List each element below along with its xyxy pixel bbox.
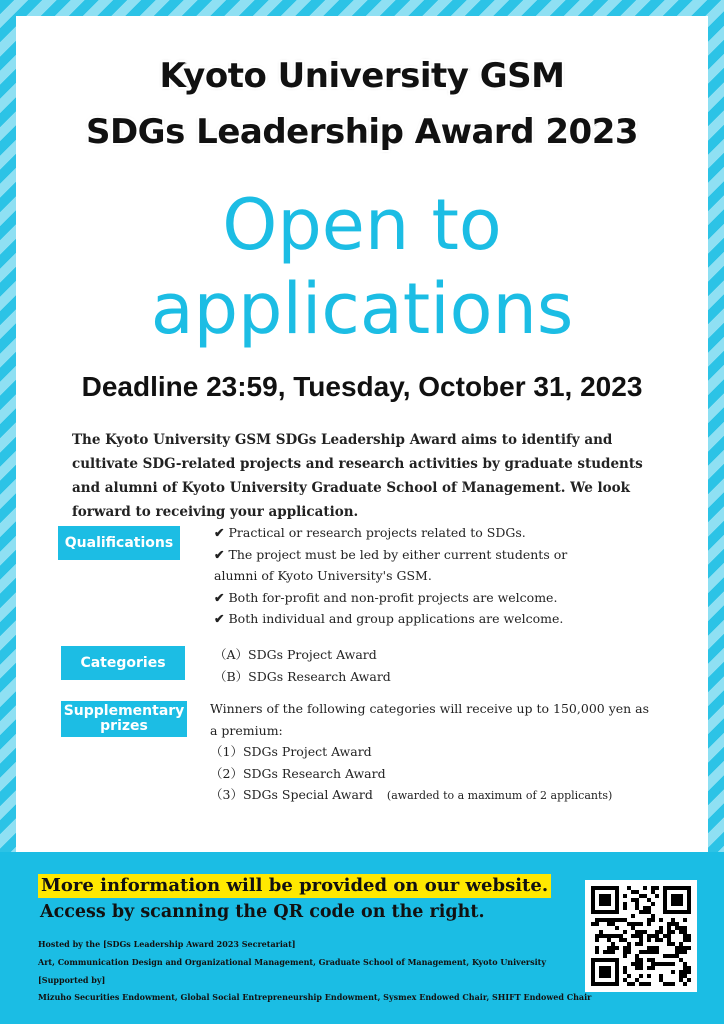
qr-code-icon[interactable] xyxy=(585,880,697,992)
access-instruction: Access by scanning the QR code on the right. xyxy=(40,902,485,922)
qualifications-list xyxy=(214,522,604,630)
deadline: Deadline 23:59, Tuesday, October 31, 2023 xyxy=(81,371,643,402)
categories-label: Categories xyxy=(61,646,185,680)
headline-line1: Open to xyxy=(222,184,502,266)
supplementary-prizes-label: Supplementary prizes xyxy=(61,701,187,737)
more-info-highlight: More information will be provided on our website. xyxy=(38,874,551,898)
department: Art, Communication Design and Organizational Management, Graduate School of Management, Kyoto University xyxy=(38,957,547,967)
supplementary-text: Winners of the following categories will receive up to 150,000 yen as a premium: xyxy=(210,701,650,738)
list-item: （1）SDGs Project Award xyxy=(210,744,372,759)
list-item: （3）SDGs Special Award (awarded to a maximum of 2 applicants) xyxy=(210,787,613,802)
check-icon: ✔ xyxy=(214,611,225,626)
supporters: Mizuho Securities Endowment, Global Social Entrepreneurship Endowment, Sysmex Endowed Chair, SHIFT Endowed Chair xyxy=(38,992,592,1002)
award-title-line2: SDGs Leadership Award 2023 xyxy=(85,112,639,152)
list-item: ✔ Practical or research projects related to SDGs. xyxy=(214,525,526,540)
list-item: ✔ The project must be led by either current students or alumni of Kyoto University's GSM. xyxy=(214,546,568,583)
check-icon: ✔ xyxy=(214,525,225,540)
award-title-line1: Kyoto University GSM xyxy=(159,56,565,96)
list-item: ✔ Both individual and group applications are welcome. xyxy=(214,611,564,626)
list-item: ✔ Both for-profit and non-profit projects are welcome. xyxy=(214,589,558,605)
check-icon: ✔ xyxy=(214,546,225,562)
supplementary-note: (awarded to a maximum of 2 applicants) xyxy=(386,789,613,802)
check-icon: ✔ xyxy=(214,589,225,605)
list-item: （B）SDGs Research Award xyxy=(214,668,391,684)
categories-list xyxy=(214,644,514,687)
supported-by-label: [Supported by] xyxy=(38,975,106,985)
qualifications-label: Qualifications xyxy=(58,526,180,560)
qr-code-graphic xyxy=(591,886,691,986)
hosted-by: Hosted by the [SDGs Leadership Award 2023 Secretariat] xyxy=(38,939,296,949)
list-item: （2）SDGs Research Award xyxy=(210,765,386,781)
headline-line2: applications xyxy=(150,268,574,350)
supplementary-prizes-list xyxy=(210,698,650,807)
intro-paragraph: The Kyoto University GSM SDGs Leadership Award aims to identify and cultivate SDG-related projects and research activities by graduate students and alumni of Kyoto University Graduate School of Management. We look forward to receiving your application. xyxy=(72,432,643,520)
list-item: （A）SDGs Project Award xyxy=(214,647,377,662)
